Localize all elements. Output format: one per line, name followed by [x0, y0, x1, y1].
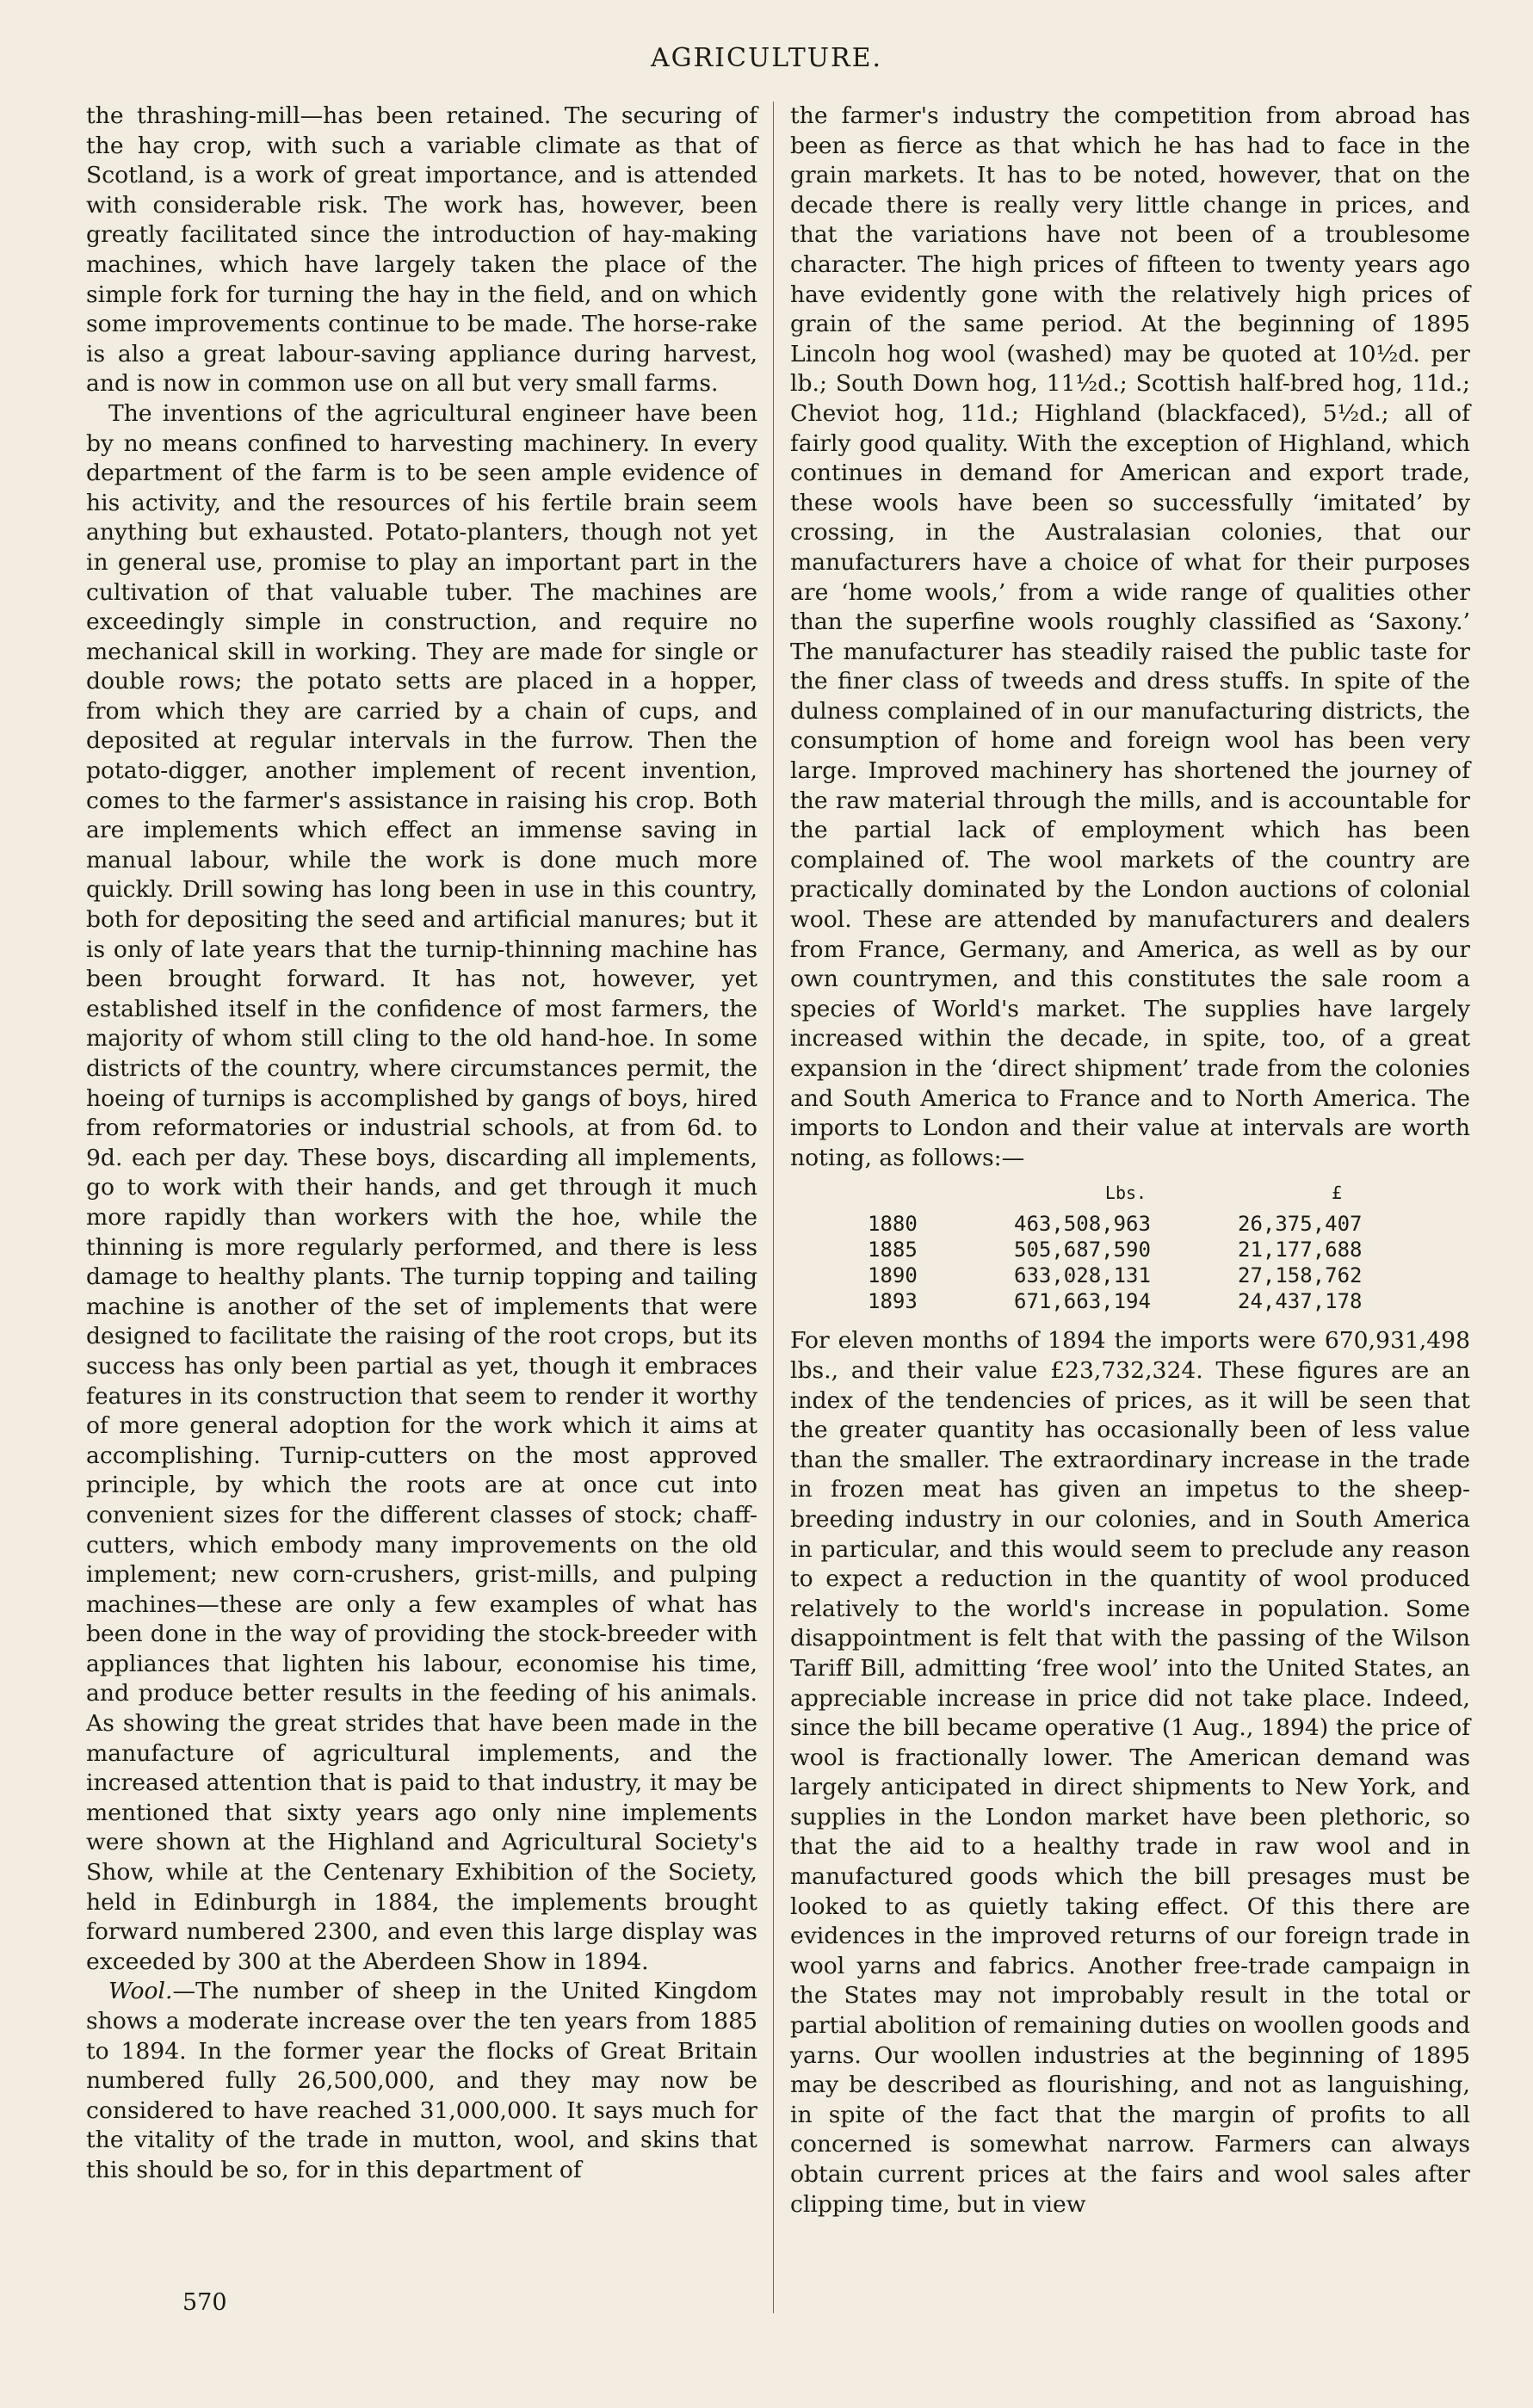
table-cell-value: 26,375,407 — [1238, 1212, 1363, 1237]
table-cell-lbs: 505,687,590 — [1014, 1238, 1151, 1263]
left-column — [86, 102, 757, 2186]
table-header-value: £ — [1331, 1182, 1343, 1204]
wool-intro-text: —The number of sheep in the United Kingdom shows a moderate increase over the ten years from 1885 to 1894. In the former year the flocks of Great Britain numbered fully 26,500,000, and they may now be considered to have reached 31,000,000. It says much for the vitality of the trade in mutton, wool, and skins that this should be so, for in this department of — [86, 1978, 757, 2183]
table-cell-value: 21,177,688 — [1238, 1238, 1363, 1263]
table-row — [868, 1211, 1436, 1237]
table-header-year — [868, 1180, 1014, 1211]
page-number: 570 — [182, 2289, 227, 2316]
table-cell-year: 1893 — [868, 1289, 918, 1314]
paragraph-wool-intro — [86, 1977, 757, 2185]
table-row — [868, 1263, 1436, 1288]
table-cell-lbs: 463,508,963 — [1014, 1212, 1151, 1237]
right-column — [790, 102, 1470, 2220]
paragraph-wool-prices: the farmer's industry the competition from abroad has been as fierce as that which he has had to face in the grain markets. It has to be noted, however, that on the decade there is really very little change in prices, and that the variations have not been of a troublesome character. The high prices of fifteen to twenty years ago have evidently gone with the relatively high prices of grain of the same period. At the beginning of 1895 Lincoln hog wool (washed) may be quoted at 10½d. per lb.; South Down hog, 11½d.; Scottish half-bred hog, 11d.; Cheviot hog, 11d.; Highland (blackfaced), 5½d.; all of fairly good quality. With the exception of Highland, which continues in demand for American and export trade, these wools have been so successfully ‘imitated’ by crossing, in the Australasian colonies, that our manufacturers have a choice of what for their purposes are ‘home wools,’ from a wide range of qualities other than the superfine wools roughly classified as ‘Saxony.’ The manufacturer has steadily raised the public taste for the finer class of tweeds and dress stuffs. In spite of the dulness complained of in our manufacturing districts, the consumption of home and foreign wool has been very large. Improved machinery has shortened the journey of the raw material through the mills, and is accountable for the partial lack of employment which has been complained of. The wool markets of the country are practically dominated by the London auctions of colonial wool. These are attended by manufacturers and dealers from France, Germany, and America, as well as by our own countrymen, and this constitutes the sale room a species of World's market. The supplies have largely increased within the decade, in spite, too, of a great expansion in the ‘direct shipment’ trade from the colonies and South America to France and to North America. The imports to London and their value at intervals are worth noting, as follows:— — [790, 102, 1470, 1171]
table-cell-lbs: 633,028,131 — [1014, 1263, 1151, 1288]
table-header-row — [868, 1180, 1436, 1211]
column-divider — [773, 102, 774, 2313]
table-cell-value: 24,437,178 — [1238, 1289, 1363, 1314]
wool-imports-table — [868, 1180, 1436, 1314]
table-cell-value: 27,158,762 — [1238, 1263, 1363, 1288]
running-head: AGRICULTURE. — [650, 43, 883, 73]
paragraph-implements: The inventions of the agricultural engineer have been by no means confined to harvesting machinery. In every department of the farm is to be seen ample evidence of his activity, and the resources of his fertile brain seem anything but exhausted. Potato-planters, though not yet in general use, promise to play an important part in the cultivation of that valuable tuber. The machines are exceedingly simple in construction, and require no mechanical skill in working. They are made for single or double rows; the potato setts are placed in a hopper, from which they are carried by a chain of cups, and deposited at regular intervals in the furrow. Then the potato-digger, another implement of recent invention, comes to the farmer's assistance in raising his crop. Both are implements which effect an immense saving in manual labour, while the work is done much more quickly. Drill sowing has long been in use in this country, both for depositing the seed and artificial manures; but it is only of late years that the turnip-thinning machine has been brought forward. It has not, however, yet established itself in the confidence of most farmers, the majority of whom still cling to the old hand-hoe. In some districts of the country, where circumstances permit, the hoeing of turnips is accomplished by gangs of boys, hired from reformatories or industrial schools, at from 6d. to 9d. each per day. These boys, discarding all implements, go to work with their hands, and get through it much more rapidly than workers with the hoe, while the thinning is more regularly performed, and there is less damage to healthy plants. The turnip topping and tailing machine is another of the set of implements that were designed to facilitate the raising of the root crops, but its success has only been partial as yet, though it embraces features in its construction that seem to render it worthy of more general adoption for the work which it aims at accomplishing. Turnip-cutters on the most approved principle, by which the roots are at once cut into convenient sizes for the different classes of stock; chaff-cutters, which embody many improvements on the old implement; new corn-crushers, grist-mills, and pulping machines—these are only a few examples of what has been done in the way of providing the stock-breeder with appliances that lighten his labour, economise his time, and produce better results in the feeding of his animals. As showing the great strides that have been made in the manufacture of agricultural implements, and the increased attention that is paid to that industry, it may be mentioned that sixty years ago only nine implements were shown at the Highland and Agricultural Society's Show, while at the Centenary Exhibition of the Society, held in Edinburgh in 1884, the implements brought forward numbered 2300, and even this large display was exceeded by 300 at the Aberdeen Show in 1894. — [86, 399, 757, 1975]
table-cell-year: 1880 — [868, 1212, 918, 1237]
paragraph-haymaking: the thrashing-mill—has been retained. The securing of the hay crop, with such a variable climate as that of Scotland, is a work of great importance, and is attended with considerable risk. The work has, however, been greatly facilitated since the introduction of hay-making machines, which have largely taken the place of the simple fork for turning the hay in the field, and on which some improvements continue to be made. The horse-rake is also a great labour-saving appliance during harvest, and is now in common use on all but very small farms. — [86, 102, 757, 398]
wool-section-heading: Wool. — [108, 1978, 173, 2005]
paragraph-wool-trade: For eleven months of 1894 the imports were 670,931,498 lbs., and their value £23,732,324. These figures are an index of the tendencies of prices, as it will be seen that the greater quantity has occasionally been of less value than the smaller. The extraordinary increase in the trade in frozen meat has given an impetus to the sheep-breeding industry in our colonies, and in South America in particular, and this would seem to preclude any reason to expect a reduction in the quantity of wool produced relatively to the world's increase in population. Some disappointment is felt that with the passing of the Wilson Tariff Bill, admitting ‘free wool’ into the United States, an appreciable increase in price did not take place. Indeed, since the bill became operative (1 Aug., 1894) the price of wool is fractionally lower. The American demand was largely anticipated in direct shipments to New York, and supplies in the London market have been plethoric, so that the aid to a healthy trade in raw wool and in manufactured goods which the bill presages must be looked to as quietly taking effect. Of this there are evidences in the improved returns of our foreign trade in wool yarns and fabrics. Another free-trade campaign in the States may not improbably result in the total or partial abolition of remaining duties on woollen goods and yarns. Our woollen industries at the beginning of 1895 may be described as flourishing, and not as languishing, in spite of the fact that the margin of profits to all concerned is somewhat narrow. Farmers can always obtain current prices at the fairs and wool sales after clipping time, but in view — [790, 1327, 1470, 2218]
table-row — [868, 1288, 1436, 1314]
table-cell-year: 1890 — [868, 1263, 918, 1288]
table-header-lbs: Lbs. — [1104, 1182, 1147, 1204]
table-row — [868, 1237, 1436, 1263]
table-cell-year: 1885 — [868, 1238, 918, 1263]
table-cell-lbs: 671,663,194 — [1014, 1289, 1151, 1314]
